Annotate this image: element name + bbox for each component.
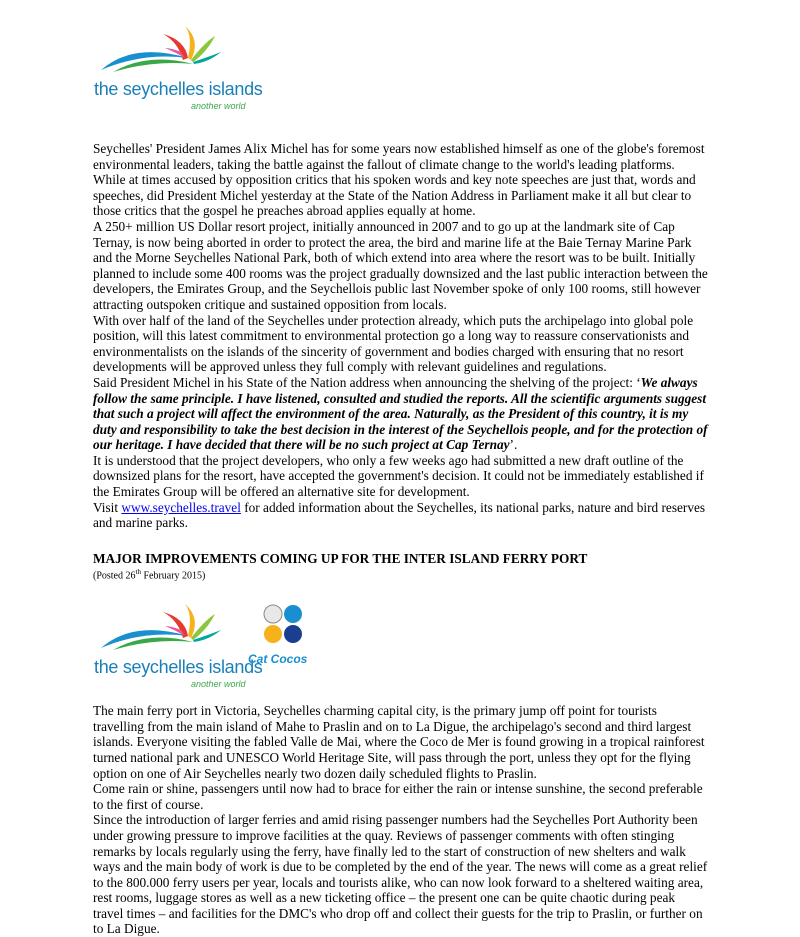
article1-paragraph-1: Seychelles' President James Alix Michel has for some years now established himself as one of the globe's foremost environmental leaders, taking the battle against the fallout of climate change to the world's leading platforms. While at times accused by opposition critics that his spoken words and key note speeches are just that, words and speeches, did President Michel yesterday at the State of the Nation Address in Parliament make it all but clear to those critics that the gospel he preaches abroad applies equally at home.	[93, 141, 705, 219]
article1-quote-paragraph	[93, 375, 708, 453]
document-page	[93, 0, 708, 937]
article2-paragraph-2: Come rain or shine, passengers until now had to brace for either the rain or intense sunshine, the second preferable to the first of course.	[93, 781, 703, 812]
president-quote: We always follow the same principle. I have listened, consulted and studied the reports. All the scientific arguments suggest that such a project will affect the environment of the area. Naturally, as the President of this country, it is my duty and responsibility to take the best decision in the interest of the Seychellois people, and for the protection of our heritage. I have decided that there will be no such project at Cap Ternay	[93, 374, 708, 453]
logo-brand-text: the seychelles islands	[94, 657, 263, 678]
posted-sup: th	[135, 567, 141, 576]
article2-headline: MAJOR IMPROVEMENTS COMING UP FOR THE INTER ISLAND FERRY PORT	[93, 550, 588, 566]
seychelles-logo-icon	[93, 22, 243, 82]
seychelles-logo-2	[93, 600, 263, 695]
logo-tagline: another world	[191, 101, 246, 111]
article1-paragraph-after: It is understood that the project developers, who only a few weeks ago had submitted a new draft outline of the downsized plans for the resort, have accepted the government's decision. It could not be immediately established if the Emirates Group will be offered an alternative site for development.	[93, 452, 704, 500]
visit-prefix: Visit	[93, 499, 122, 515]
quote-end: ’.	[509, 437, 518, 453]
posted-suffix: February 2015)	[140, 570, 206, 582]
seychelles-travel-link[interactable]: www.seychelles.travel	[121, 499, 241, 515]
logo-tagline: another world	[191, 679, 246, 690]
article2-paragraph-1: The main ferry port in Victoria, Seychelles charming capital city, is the primary jump off point for tourists travelling from the main island of Mahe to Praslin and on to La Digue, the archipelago's second and third largest islands. Everyone visiting the fabled Valle de Mai, where the Coco de Mer is found growing in a tropical rainforest turned national park and UNESCO World Heritage Site, will pass through the port, unless they opt for the flying option on one of Air Seychelles nearly two dozen daily scheduled flights to Praslin.	[93, 703, 705, 781]
cat-cocos-icon	[248, 602, 328, 652]
article2-logos	[93, 600, 708, 690]
cat-cocos-logo	[248, 602, 338, 677]
seychelles-logo	[93, 22, 263, 117]
posted-prefix: (Posted 26	[93, 570, 136, 582]
quote-intro: Said President Michel in his State of the Nation address when announcing the shelving of the project: ‘	[93, 374, 641, 390]
visit-suffix: for added information about the Seychelles, its national parks, nature and bird reserves and marine parks.	[93, 499, 706, 531]
article1-paragraph-2: A 250+ million US Dollar resort project, initially announced in 2007 and to go up at the landmark site of Cap Ternay, is now being aborted in order to protect the area, the bird and marine life at the Baie Ternay Marine Park and the Morne Seychelles National Park, both of which extend into area where the resort was to be built. Initially planned to include some 400 rooms was the project gradually downsized and the last public interaction between the developers, the Emirates Group, and the Seychellois public last November spoke of only 100 rooms, still however attracting outspoken critique and sustained opposition from locals.	[93, 218, 708, 312]
article2-posted-date	[93, 566, 708, 582]
seychelles-logo-icon	[93, 600, 243, 660]
cat-cocos-text: Cat Cocos	[248, 652, 308, 667]
logo-brand-text: the seychelles islands	[94, 79, 263, 99]
article1-visit-paragraph	[93, 500, 708, 531]
article1-paragraph-3: With over half of the land of the Seychelles under protection already, which puts the archipelago into global pole position, will this latest commitment to environmental protection go a long way to reassure conservationists and environmentalists on the islands of the sincerity of government and bodies charged with ensuring that no resort developments will be approved unless they full comply with relevant guidelines and regulations.	[93, 312, 694, 375]
article2-paragraph-3: Since the introduction of larger ferries and amid rising passenger numbers had the Seychelles Port Authority been under growing pressure to improve facilities at the quay. Reviews of passenger comments with often stinging remarks by locals regularly using the ferry, have finally led to the start of construction of new shelters and walk ways and the main body of work is due to be completed by the end of the year. The news will come as a great relief to the 800.000 ferry users per year, locals and tourists alike, who can now look forward to a sheltered waiting area, rest rooms, luggage stores as well as a new ticketing office – the present one can be quite chaotic during peak travel times – and facilities for the DMC's who drop off and collect their guests for the trip to Praslin, or further on to La Digue.	[93, 812, 708, 937]
